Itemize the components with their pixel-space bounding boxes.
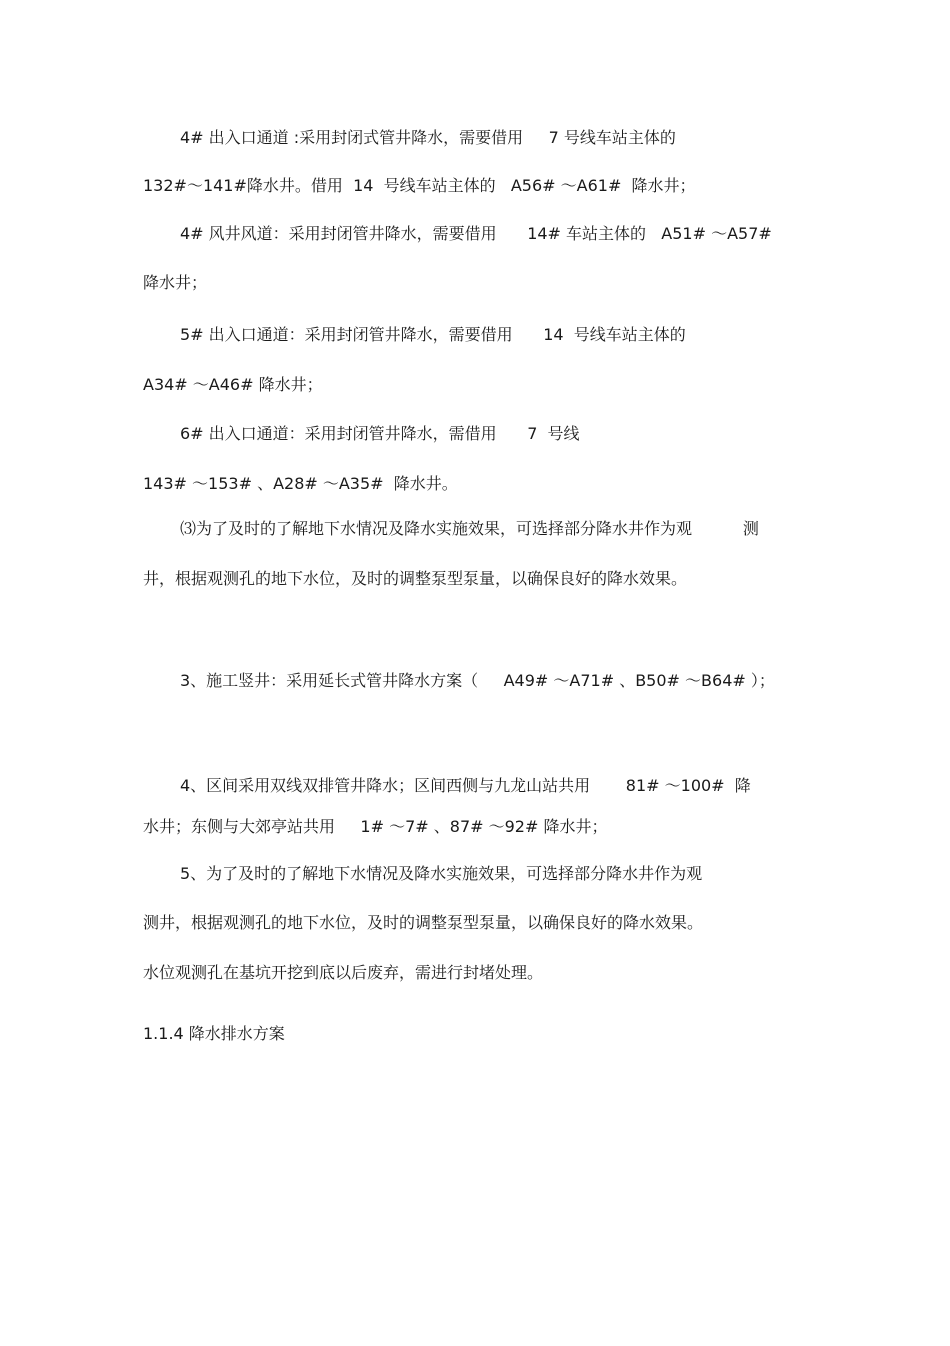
text-line: 5# 出入口通道：采用封闭管井降水，需要借用 14 号线车站主体的: [180, 325, 686, 344]
text-line: 4# 风井风道：采用封闭管井降水，需要借用 14# 车站主体的 A51# ～A57#: [180, 224, 772, 243]
text-line: 测井，根据观测孔的地下水位，及时的调整泵型泵量，以确保良好的降水效果。: [143, 913, 704, 932]
section-heading: 1.1.4 降水排水方案: [143, 1024, 285, 1043]
text-line: 5、为了及时的了解地下水情况及降水实施效果，可选择部分降水井作为观: [180, 864, 703, 883]
text-line: 4# 出入口通道 :采用封闭式管井降水，需要借用 7 号线车站主体的: [180, 128, 676, 147]
text-line: 水位观测孔在基坑开挖到底以后废弃，需进行封堵处理。: [143, 963, 544, 982]
text-line: 水井；东侧与大郊亭站共用 1# ～7# 、87# ～92# 降水井；: [143, 817, 608, 836]
text-line: ⑶为了及时的了解地下水情况及降水实施效果，可选择部分降水井作为观 测: [180, 519, 759, 538]
text-line: 132#～141#降水井。借用 14 号线车站主体的 A56# ～A61# 降水井；: [143, 176, 696, 195]
text-line: 降水井；: [143, 273, 208, 292]
text-line: 6# 出入口通道：采用封闭管井降水，需借用 7 号线: [180, 424, 580, 443]
text-line: A34# ～A46# 降水井；: [143, 375, 323, 394]
text-line: 3、施工竖井：采用延长式管井降水方案（ A49# ～A71# 、B50# ～B64# ）；: [180, 671, 775, 690]
text-line: 143# ～153# 、A28# ～A35# 降水井。: [143, 474, 458, 493]
text-line: 4、区间采用双线双排管井降水；区间西侧与九龙山站共用 81# ～100# 降: [180, 776, 751, 795]
text-line: 井，根据观测孔的地下水位，及时的调整泵型泵量，以确保良好的降水效果。: [143, 569, 688, 588]
